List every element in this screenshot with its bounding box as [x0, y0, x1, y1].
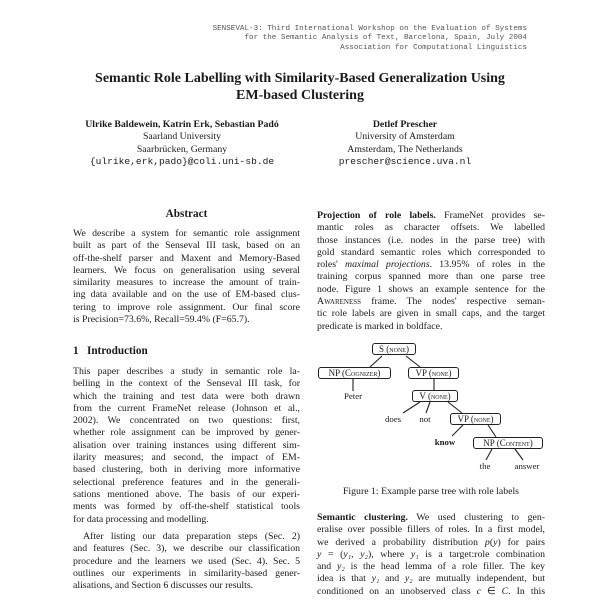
text-line: node. Figure 1 shows an example sentence for the	[317, 283, 545, 295]
text-line: and features (Sec. 3), we describe our classification	[73, 543, 300, 555]
text-segment: y₁	[371, 573, 380, 585]
text-segment: Awareness	[317, 296, 362, 308]
tree-leaf-know-target: know	[434, 437, 456, 447]
node-role: Content	[499, 438, 530, 448]
text-segment: y₁	[410, 548, 419, 560]
figure-caption: Figure 1: Example parse tree with role labels	[342, 486, 519, 497]
text-segment: ), where	[367, 548, 411, 560]
text-line: from the current FrameNet release (Johnson et al.,	[73, 402, 300, 414]
tree-edge	[452, 425, 463, 436]
node-category: VP	[415, 368, 427, 378]
text-line	[317, 586, 545, 598]
title-line: EM-based Clustering	[236, 87, 364, 103]
text-segment: We used clustering to gen-	[408, 512, 545, 523]
text-segment: C	[501, 585, 509, 597]
text-line: learners. We focus on generalisation using several	[73, 264, 300, 276]
text-segment: are mutually independent, but	[412, 573, 546, 585]
tree-leaf-not: not	[419, 414, 431, 424]
text-line: alisation over training instances using different sim-	[73, 439, 300, 451]
text-segment: and	[379, 573, 405, 585]
author-location: Amsterdam, The Netherlands	[347, 143, 463, 155]
text-line: for data processing and modelling.	[73, 513, 209, 525]
text-segment: maximal projections	[345, 259, 430, 271]
text-segment: ∈	[481, 585, 502, 597]
text-line: tic role labels are given in small caps, and the target	[317, 308, 545, 320]
semantic-clustering-paragraph	[317, 512, 545, 598]
text-segment: y₂	[337, 561, 345, 573]
text-segment: we derived a probability distribution	[317, 536, 485, 548]
text-segment: ) for pairs	[497, 536, 545, 548]
text-line: This paper describes a study in semantic role la-	[73, 366, 300, 377]
tree-edge	[486, 449, 492, 460]
text-line: tering to improve role assignment. Our final score	[73, 301, 300, 313]
tree-edge	[426, 402, 430, 413]
tree-node-vp-inner: VP (none)	[450, 413, 501, 425]
author-email: prescher@science.uva.nl	[338, 156, 472, 168]
paragraph-lead-in: Projection of role labels.	[317, 210, 436, 221]
text-line: based clustering, both in deriving more informative	[73, 464, 300, 476]
text-line: 2002). We concentrated on two questions: first,	[73, 415, 300, 427]
text-line: procedure and the learners we used (Sec. 4). Sec. 5	[73, 555, 300, 567]
text-line: those instances (i.e. nodes in the parse tree) with	[317, 234, 545, 246]
author-location: Saarbrücken, Germany	[136, 143, 228, 155]
tree-node-s: S (none)	[372, 343, 416, 355]
text-line: which the training and test data were both drawn	[73, 390, 300, 402]
node-role: Cognizer	[345, 368, 378, 378]
text-segment: and	[317, 561, 338, 573]
text-line	[317, 512, 545, 524]
text-segment: . In this	[508, 585, 546, 597]
text-line: After listing our data preparation steps (Sec. 2)	[83, 531, 300, 542]
header-line: SENSEVAL-3: Third International Workshop on the Evaluation of Systems	[212, 25, 527, 33]
text-segment: roles'	[317, 259, 345, 271]
tree-leaf-answer: answer	[514, 461, 540, 471]
section-title: Introduction	[86, 345, 148, 357]
text-line: ilarity measures; and second, the impact of EM-	[73, 452, 300, 464]
text-line: eralise over possible fillers of roles. In a first model,	[317, 524, 545, 536]
text-segment: y₂	[404, 573, 413, 585]
tree-edge	[406, 356, 420, 367]
paragraph-lead-in: Semantic clustering.	[317, 512, 408, 523]
text-line: gold standard semantic roles which corresponded to	[317, 246, 545, 258]
text-line: outlines our experiments in similarity-based gener-	[73, 567, 300, 579]
text-line	[317, 561, 545, 573]
text-line	[317, 573, 545, 585]
tree-node-np-content: NP (Content)	[473, 437, 543, 449]
author-affiliation: University of Amsterdam	[355, 131, 455, 143]
text-line: selectional preference features and in the generali-	[73, 476, 300, 488]
author-email: {ulrike,erk,pado}@coli.uni-sb.de	[89, 156, 275, 168]
tree-edge	[488, 425, 496, 437]
text-line: ments was formed by off-the-shelf statistical tools	[73, 501, 300, 513]
section-number: 1	[73, 345, 79, 357]
text-segment: frame. The nodes' respective seman-	[361, 296, 545, 308]
tree-leaf-the: the	[479, 461, 491, 471]
text-segment: y	[317, 548, 322, 560]
text-segment: FrameNet provides se-	[435, 210, 545, 221]
text-line: sations mentioned above. The basis of our experi-	[73, 488, 300, 500]
text-segment: y	[493, 536, 498, 548]
tree-node-np-cognizer: NP (Cognizer)	[318, 367, 391, 379]
tree-leaf-peter: Peter	[343, 391, 363, 401]
text-segment: idea is that	[317, 573, 372, 585]
text-line	[317, 537, 545, 549]
tree-edge	[370, 356, 382, 367]
author-names: Detlef Prescher	[372, 119, 438, 130]
author-affiliation: Saarland University	[142, 131, 222, 143]
text-segment: is the head lemma of a role filler. The key	[344, 561, 545, 573]
node-role: none	[430, 391, 448, 401]
text-line: is Precision=73.6%, Recall=59.4% (F=65.7).	[73, 314, 250, 326]
text-line: mantic roles as character offsets. We labelled	[317, 222, 545, 234]
text-segment: is a target:role combination	[418, 548, 546, 560]
text-line: similarity measures to increase the amount of train-	[73, 277, 300, 289]
node-category: V	[419, 391, 426, 401]
tree-edge	[515, 449, 523, 460]
text-segment: y₁, y₂	[343, 548, 368, 560]
text-segment: c	[476, 585, 482, 597]
text-line: We describe a system for semantic role assignment	[73, 228, 300, 239]
node-category: VP	[457, 414, 469, 424]
node-category: NP	[483, 438, 495, 448]
node-category: S	[379, 344, 385, 354]
tree-edge	[448, 402, 462, 413]
text-line: training corpus spanned more than one parse tree	[317, 271, 545, 283]
text-segment: p	[484, 536, 490, 548]
tree-leaf-does: does	[384, 414, 402, 424]
text-line: off-the-shelf parser and Maxent and Memory-Based	[73, 252, 300, 264]
header-line: for the Semantic Analysis of Text, Barcelona, Spain, July 2004	[244, 34, 527, 43]
node-category: NP	[328, 368, 340, 378]
text-line: whether role assignment can be improved by gener-	[73, 427, 300, 439]
header-line: Association for Computational Linguistics	[340, 43, 527, 52]
text-line: built as part of the Senseval III task, based on an	[73, 240, 300, 252]
text-segment: = (	[321, 548, 344, 560]
text-line: alisations, and Section 6 discusses our results.	[73, 580, 254, 592]
node-role: none	[473, 414, 491, 424]
abstract-heading: Abstract	[165, 208, 208, 220]
node-role: none	[431, 368, 449, 378]
tree-node-vp: VP (none)	[408, 367, 459, 379]
text-line: predicate is marked in boldface.	[317, 320, 443, 332]
text-segment: . 13.95% of roles in the	[429, 259, 545, 271]
text-line	[317, 549, 545, 561]
node-role: none	[389, 344, 406, 354]
text-segment: conditioned on an unobserved class	[317, 585, 477, 597]
tree-node-v: V (none)	[412, 390, 458, 402]
title-line: Semantic Role Labelling with Similarity-Based Generalization Using	[95, 71, 505, 86]
text-line: ing data available and on the use of EM-based clus-	[73, 289, 300, 301]
text-line: belling in the context of the Senseval III task, for	[73, 378, 300, 390]
text-segment: (	[489, 536, 494, 548]
author-names: Ulrike Baldewein, Katrin Erk, Sebastian Padó	[85, 119, 279, 130]
tree-edge	[403, 402, 420, 413]
